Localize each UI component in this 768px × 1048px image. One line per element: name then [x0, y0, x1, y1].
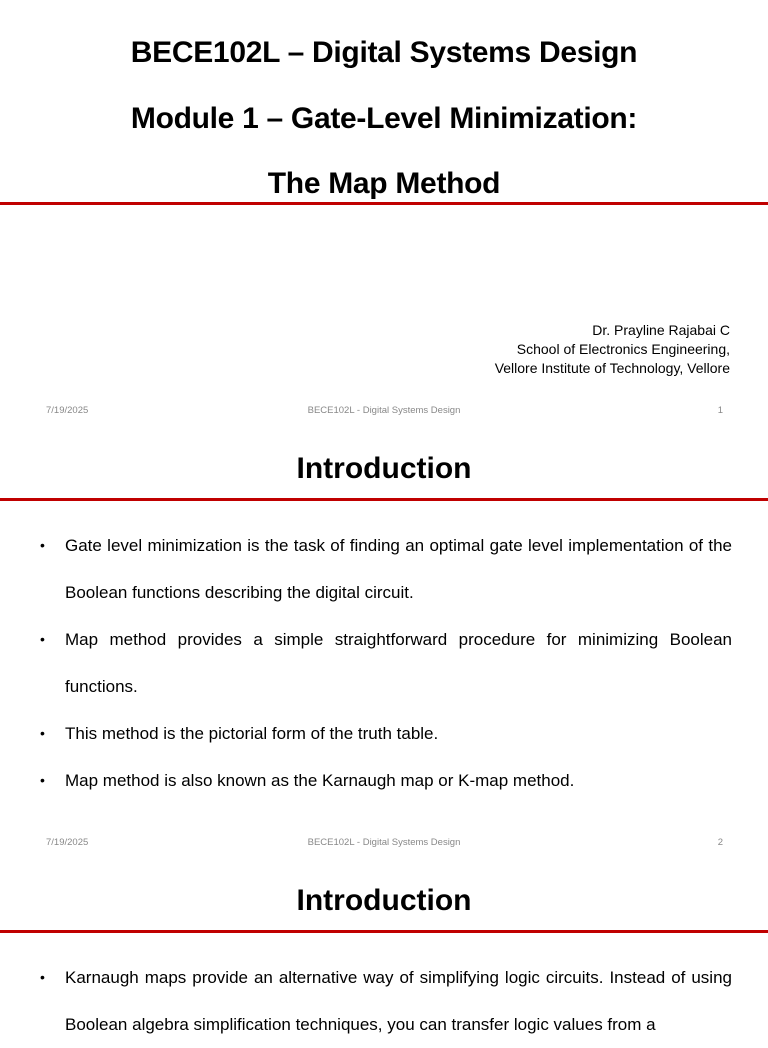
title-divider: [0, 498, 768, 501]
author-school: School of Electronics Engineering,: [516, 341, 730, 357]
bullet-marker: •: [40, 772, 45, 788]
title-divider: [0, 930, 768, 933]
slide-title: Introduction: [296, 452, 472, 485]
bullet-text: Map method provides a simple straightforward procedure for minimizing Boolean functions.: [65, 630, 732, 696]
footer-date: 7/19/2025: [46, 405, 89, 416]
author-block: [495, 321, 730, 378]
bullet-item: [40, 616, 732, 710]
bullet-text: Gate level minimization is the task of finding an optimal gate level implementation of the Boolean functions describing the digital circuit.: [65, 536, 732, 602]
footer-title: BECE102L - Digital Systems Design: [307, 405, 461, 416]
slide-title-line-2: Module 1 – Gate-Level Minimization:: [130, 102, 638, 135]
footer-title: BECE102L - Digital Systems Design: [307, 837, 461, 848]
bullet-item: [40, 954, 732, 1048]
bullet-marker: •: [40, 725, 45, 741]
footer-page-number: 1: [717, 405, 723, 416]
footer-date: 7/19/2025: [46, 837, 89, 848]
bullet-item: [40, 522, 732, 616]
slide-1: [0, 0, 768, 432]
slide-footer: [0, 837, 768, 851]
slide-title: Introduction: [296, 884, 472, 917]
title-divider: [0, 202, 768, 205]
slide-title-line-3: The Map Method: [267, 167, 501, 200]
bullet-marker: •: [40, 537, 45, 553]
author-name: Dr. Prayline Rajabai C: [592, 322, 730, 338]
author-institute: Vellore Institute of Technology, Vellore: [494, 360, 730, 376]
slide-3: [0, 864, 768, 1034]
slide-title-line-1: BECE102L – Digital Systems Design: [130, 36, 638, 69]
bullet-text: This method is the pictorial form of the truth table.: [65, 724, 439, 743]
bullet-item: [40, 757, 732, 804]
footer-page-number: 2: [717, 837, 723, 848]
slide-footer: [0, 405, 768, 419]
bullet-list: [40, 522, 732, 804]
bullet-list: [40, 954, 732, 1048]
bullet-item: [40, 710, 732, 757]
bullet-marker: •: [40, 631, 45, 647]
slide-2: [0, 432, 768, 864]
bullet-marker: •: [40, 969, 45, 985]
bullet-text: Map method is also known as the Karnaugh map or K-map method.: [65, 771, 575, 790]
bullet-text: Karnaugh maps provide an alternative way of simplifying logic circuits. Instead of using Boolean algebra simplification techniques, you can transfer logic values from a: [65, 968, 732, 1034]
